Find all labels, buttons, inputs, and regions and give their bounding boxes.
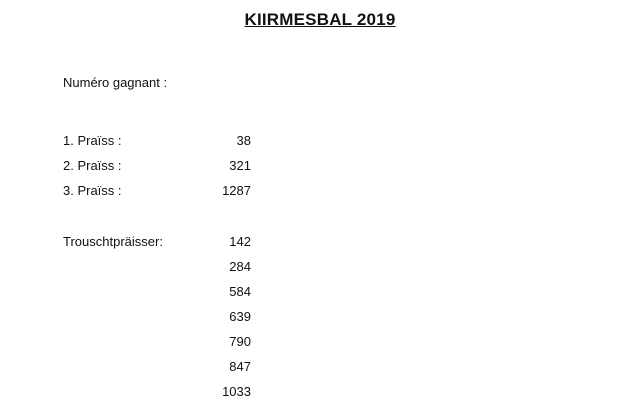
prize-label-3: 3. Praïss : — [63, 183, 122, 198]
prize-row-2 — [63, 157, 251, 175]
consolation-number: 639 — [229, 309, 251, 324]
consolation-number: 142 — [229, 234, 251, 249]
prize-number-3: 1287 — [222, 183, 251, 198]
consolation-prizes-list — [200, 233, 251, 408]
consolation-number: 847 — [229, 359, 251, 374]
prize-label-1: 1. Praïss : — [63, 133, 122, 148]
consolation-number: 1033 — [222, 384, 251, 399]
prize-number-2: 321 — [229, 158, 251, 173]
consolation-number: 790 — [229, 334, 251, 349]
consolation-prizes-label: Trouschtpräisser: — [63, 234, 163, 249]
prize-label-2: 2. Praïss : — [63, 158, 122, 173]
consolation-number: 284 — [229, 259, 251, 274]
consolation-number: 584 — [229, 284, 251, 299]
prize-row-1 — [63, 132, 251, 150]
winning-numbers-label: Numéro gagnant : — [63, 75, 168, 90]
document-title: KIIRMESBAL 2019 — [244, 10, 396, 29]
prize-number-1: 38 — [236, 133, 251, 148]
prize-row-3 — [63, 182, 251, 200]
